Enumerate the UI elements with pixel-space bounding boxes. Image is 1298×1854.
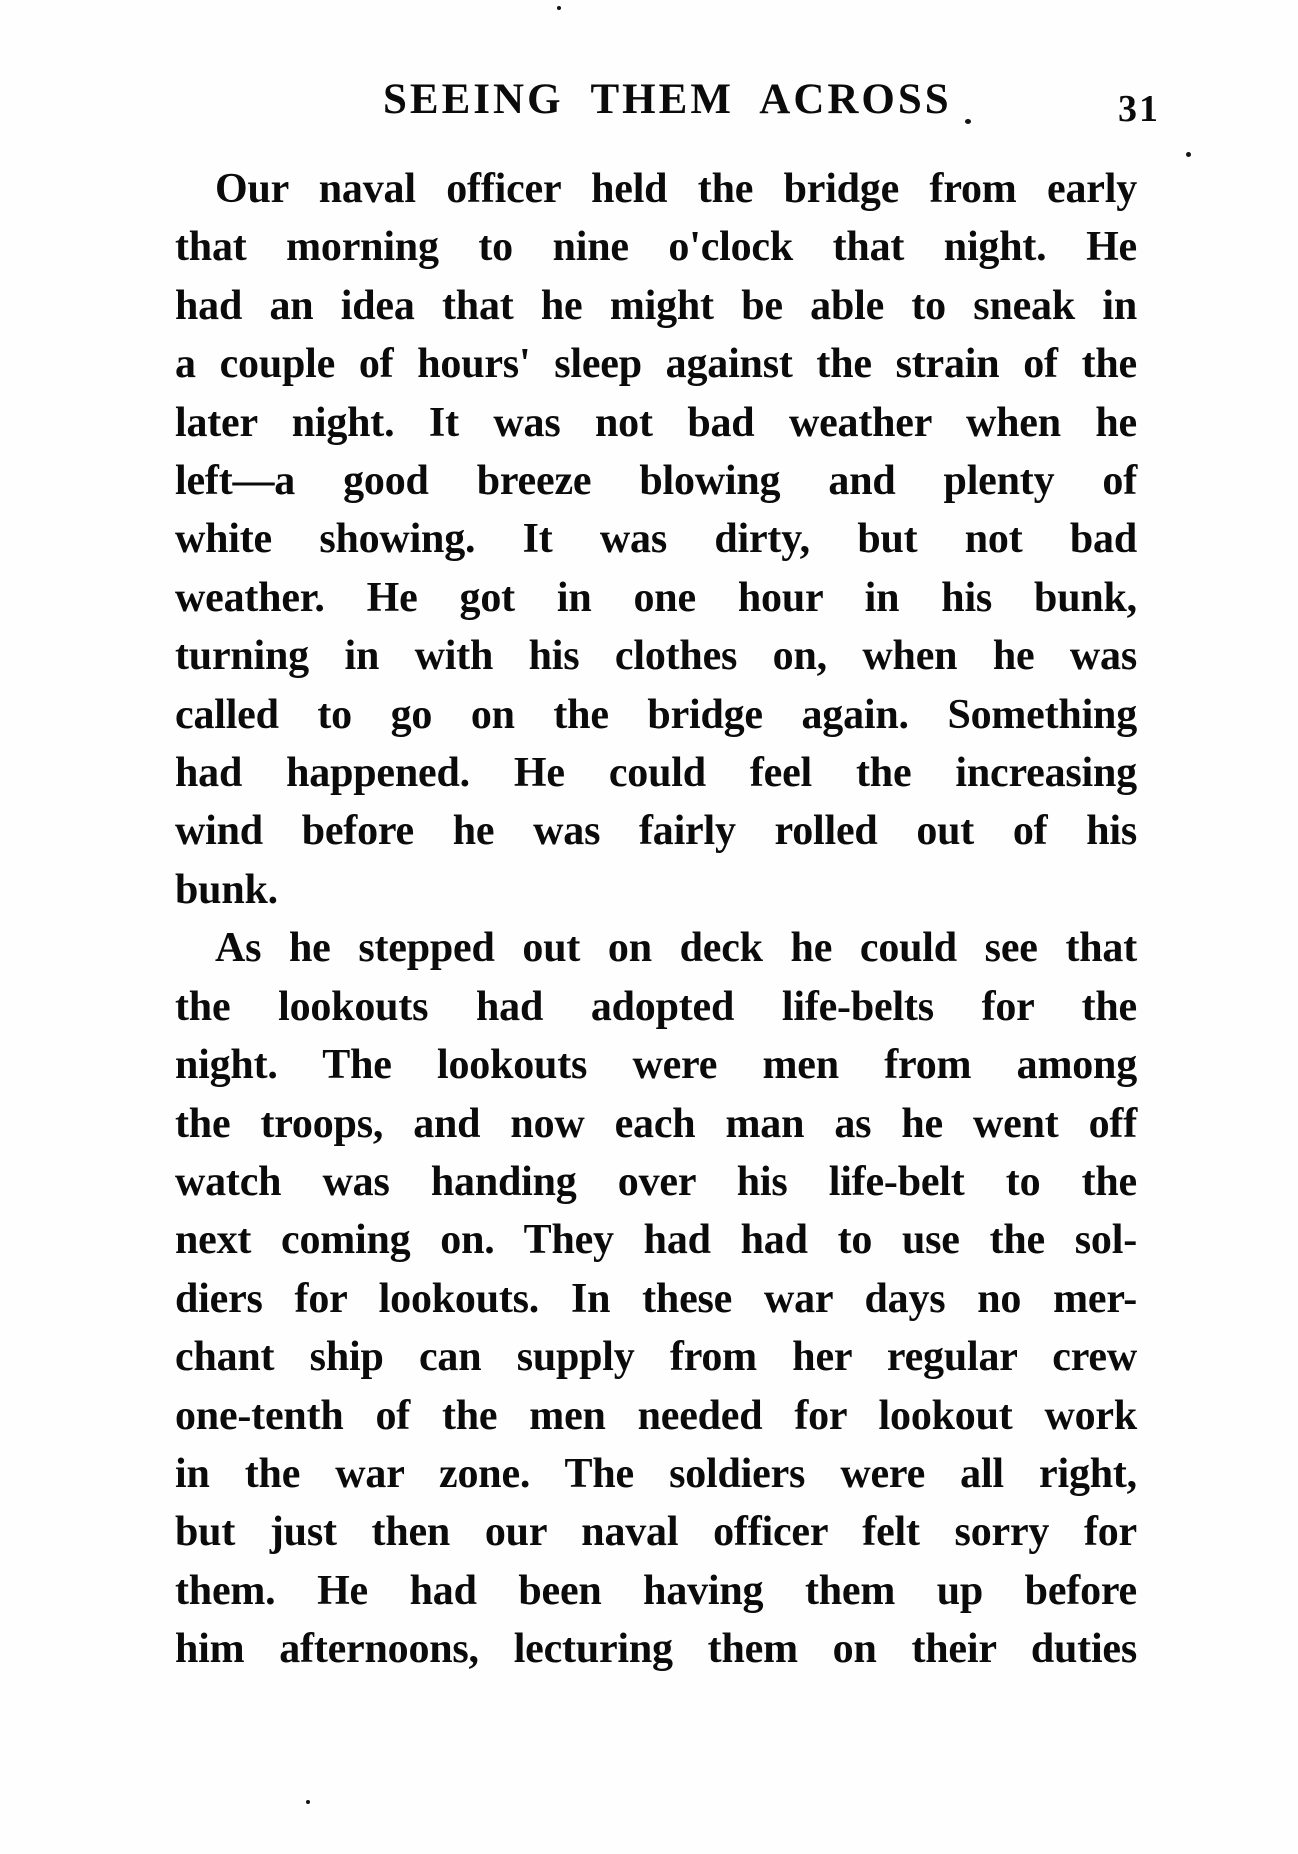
text-line: a couple of hours' sleep against the strain of the	[175, 341, 1137, 388]
text-line: Our naval officer held the bridge from early	[215, 166, 1137, 212]
text-line: him afternoons, lecturing them on their duties	[175, 1626, 1137, 1673]
text-line: had an idea that he might be able to sneak in	[175, 282, 1137, 329]
text-line: night. The lookouts were men from among	[175, 1042, 1137, 1089]
text-line: left—a good breeze blowing and plenty of	[175, 458, 1137, 505]
text-line: wind before he was fairly rolled out of his	[175, 808, 1137, 855]
text-line: white showing. It was dirty, but not bad	[175, 516, 1137, 563]
page-number: 31	[1118, 88, 1160, 130]
text-line: had happened. He could feel the increasing	[175, 750, 1137, 797]
text-line: diers for lookouts. In these war days no mer-	[175, 1275, 1137, 1322]
scan-speck	[557, 6, 561, 10]
text-line: weather. He got in one hour in his bunk,	[175, 574, 1137, 621]
text-line: one-tenth of the men needed for lookout work	[175, 1392, 1137, 1439]
text-line: the lookouts had adopted life-belts for the	[175, 983, 1137, 1030]
paragraph	[175, 160, 1137, 919]
text-line: later night. It was not bad weather when he	[175, 399, 1137, 446]
text-line: next coming on. They had had to use the sol-	[175, 1217, 1137, 1264]
paragraph	[175, 919, 1137, 1678]
body-text	[175, 160, 1137, 1679]
text-line: that morning to nine o'clock that night. He	[175, 224, 1137, 271]
text-line: chant ship can supply from her regular crew	[175, 1334, 1137, 1381]
text-line: in the war zone. The soldiers were all right,	[175, 1450, 1137, 1497]
scan-speck	[1186, 152, 1191, 157]
running-title: SEEING THEM ACROSS	[383, 76, 952, 123]
text-line: the troops, and now each man as he went off	[175, 1100, 1137, 1147]
text-line: As he stepped out on deck he could see that	[215, 925, 1137, 972]
page-header	[175, 76, 1160, 138]
scan-speck	[306, 1800, 310, 1804]
text-line: but just then our naval officer felt sorry for	[175, 1509, 1137, 1556]
text-line: bunk.	[175, 866, 278, 913]
text-line: them. He had been having them up before	[175, 1567, 1137, 1614]
text-line: called to go on the bridge again. Something	[175, 691, 1137, 738]
text-line: turning in with his clothes on, when he was	[175, 633, 1137, 680]
text-line: watch was handing over his life-belt to the	[175, 1158, 1137, 1205]
scan-speck	[965, 119, 971, 124]
